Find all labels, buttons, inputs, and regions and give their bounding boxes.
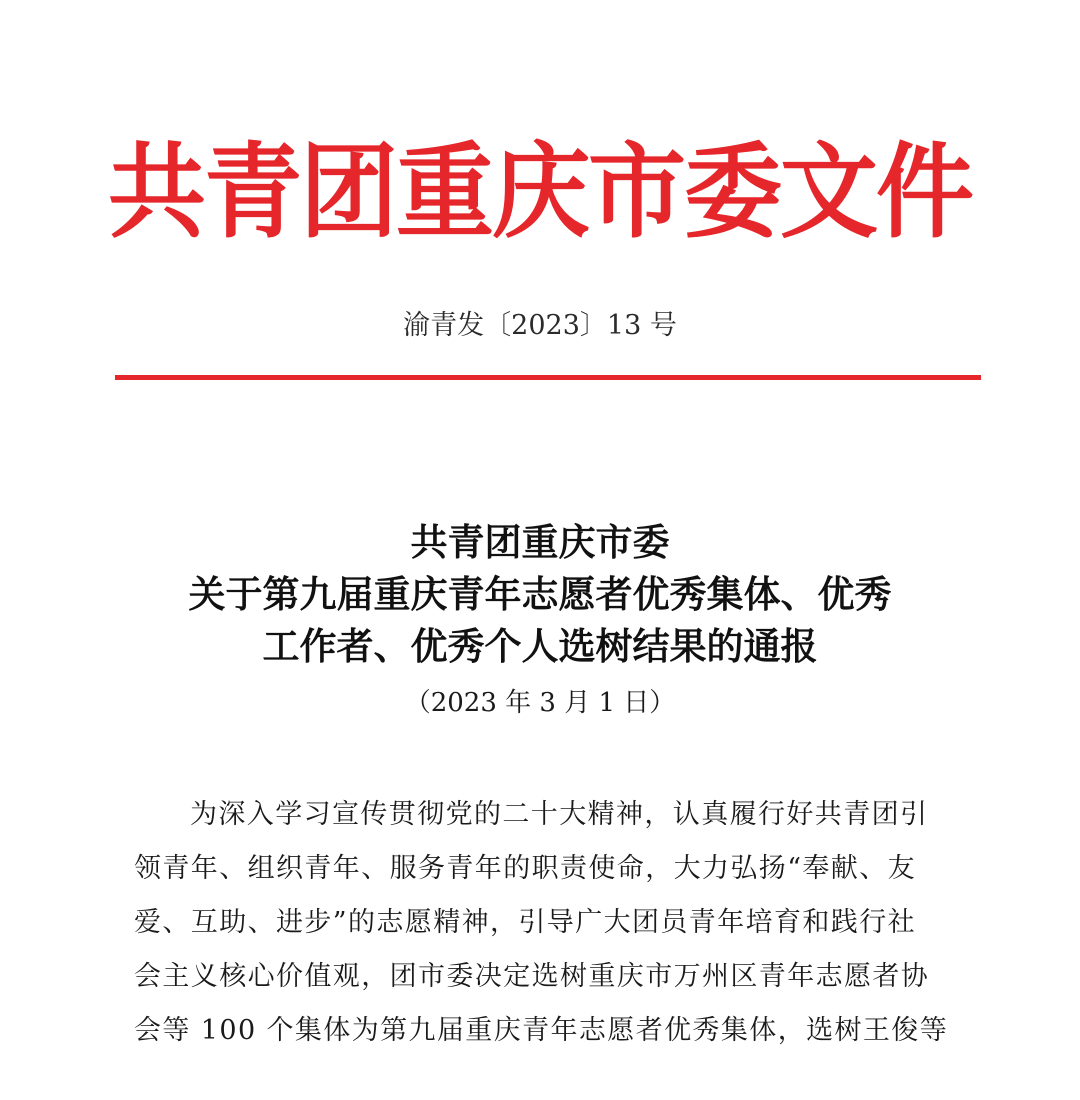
title-line-subject-1: 关于第九届重庆青年志愿者优秀集体、优秀 xyxy=(188,572,892,616)
body-line: 为深入学习宣传贯彻党的二十大精神，认真履行好共青团引 xyxy=(190,799,929,830)
body-line: 爱、互助、进步”的志愿精神，引导广大团员青年培育和践行社 xyxy=(134,907,917,938)
title-line-issuer: 共青团重庆市委 xyxy=(410,520,670,564)
notice-date: （2023 年 3 月 1 日） xyxy=(404,688,676,718)
body-line: 会等 100 个集体为第九届重庆青年志愿者优秀集体，选树王俊等 xyxy=(134,1015,949,1046)
body-line: 领青年、组织青年、服务青年的职责使命，大力弘扬“奉献、友 xyxy=(134,853,917,884)
red-divider-rule xyxy=(115,375,981,380)
body-paragraph xyxy=(134,788,949,1058)
title-line-subject-2: 工作者、优秀个人选树结果的通报 xyxy=(262,624,818,668)
body-line: 会主义核心价值观，团市委决定选树重庆市万州区青年志愿者协 xyxy=(134,961,930,992)
notice-title-block xyxy=(0,516,1080,728)
document-number: 渝青发〔2023〕13 号 xyxy=(403,310,677,341)
masthead-title: 共青团重庆市委文件 xyxy=(107,133,972,253)
